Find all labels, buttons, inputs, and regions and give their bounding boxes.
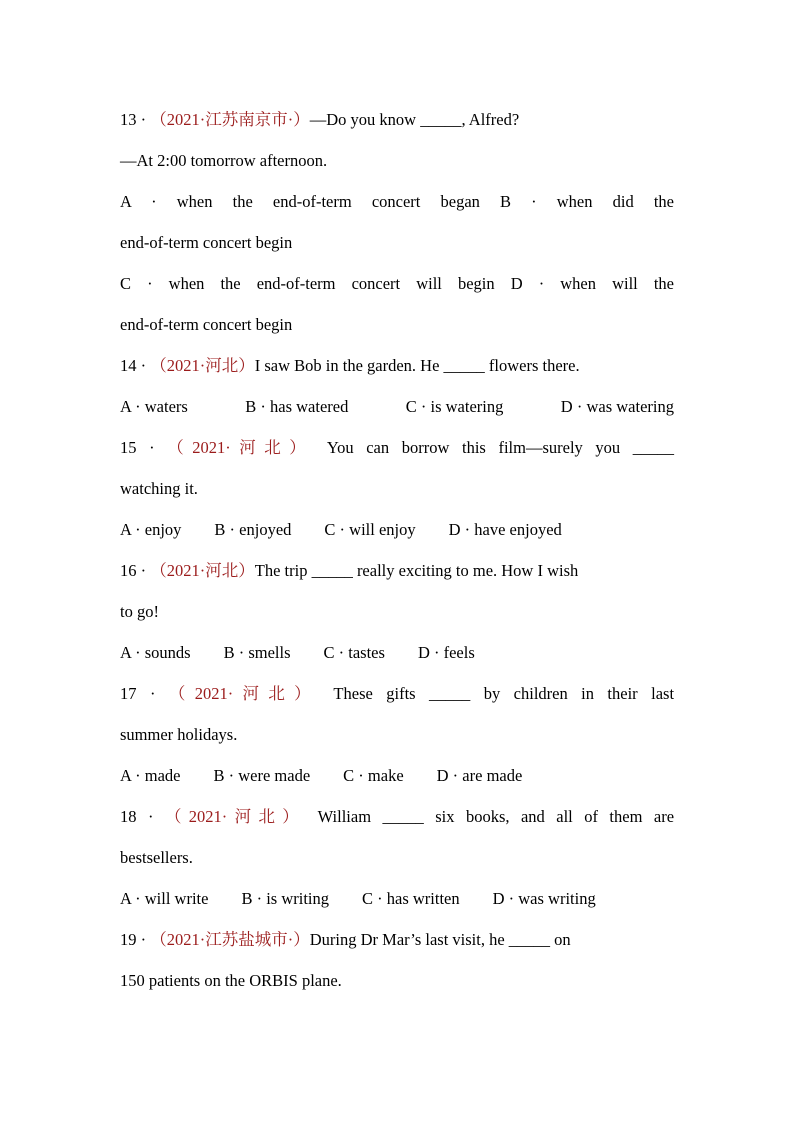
q19-stem-cont: 150 patients on the ORBIS plane. xyxy=(120,971,342,990)
q18-stem xyxy=(120,797,674,838)
q17-text: These gifts _____ by children in their last xyxy=(333,684,675,703)
q13-number: 13 · xyxy=(120,110,147,129)
q14-option-c: C · is watering xyxy=(405,397,504,416)
q15-stem xyxy=(120,428,674,469)
q15-option-d: D · have enjoyed xyxy=(448,520,562,539)
q18-option-a: A · will write xyxy=(120,889,209,908)
q18-option-b: B · is writing xyxy=(241,889,329,908)
q16-text: The trip _____ really exciting to me. How I wish xyxy=(254,561,579,580)
q16-option-b: B · smells xyxy=(223,643,291,662)
q16-options xyxy=(120,633,674,674)
document-page xyxy=(120,100,674,1002)
q17-number: 17 · xyxy=(120,684,156,703)
q13-options-line-4: end-of-term concert begin xyxy=(120,315,293,334)
q15-number: 15 · xyxy=(120,438,155,457)
q19-number: 19 · xyxy=(120,930,147,949)
q14-options xyxy=(120,387,674,428)
q16-stem-cont: to go! xyxy=(120,602,159,621)
q18-number: 18 · xyxy=(120,807,154,826)
q16-number: 16 · xyxy=(120,561,147,580)
q18-text: William _____ six books, and all of them are xyxy=(317,807,675,826)
q13-text: —Do you know _____, Alfred? xyxy=(309,110,520,129)
q15-stem-cont: watching it. xyxy=(120,479,198,498)
q18-source: （2021·河北） xyxy=(164,807,307,826)
q19-text: During Dr Mar’s last visit, he _____ on xyxy=(309,930,571,949)
q14-number: 14 · xyxy=(120,356,147,375)
q18-options xyxy=(120,879,674,920)
q15-option-a: A · enjoy xyxy=(120,520,182,539)
q17-option-d: D · are made xyxy=(436,766,523,785)
q16-option-a: A · sounds xyxy=(120,643,191,662)
q16-option-c: C · tastes xyxy=(323,643,385,662)
q18-option-d: D · was writing xyxy=(492,889,596,908)
q14-source: （2021·河北） xyxy=(150,356,255,375)
q17-option-a: A · made xyxy=(120,766,181,785)
q16-option-d: D · feels xyxy=(417,643,475,662)
q13-options-line-2: end-of-term concert begin xyxy=(120,233,293,252)
q13-options-line-3: C · when the end-of-term concert will begin D · when will the xyxy=(120,274,674,293)
q13-answer-line: —At 2:00 tomorrow afternoon. xyxy=(120,151,328,170)
q18-stem-cont: bestsellers. xyxy=(120,848,193,867)
q19-stem xyxy=(120,920,674,961)
q16-source: （2021·河北） xyxy=(150,561,255,580)
q13-options-line-1: A · when the end-of-term concert began B · when did the xyxy=(120,192,674,211)
q19-source: （2021·江苏盐城市·） xyxy=(150,930,310,949)
q16-stem xyxy=(120,551,674,592)
q17-option-b: B · were made xyxy=(213,766,311,785)
q13-stem xyxy=(120,100,674,141)
q17-option-c: C · make xyxy=(343,766,404,785)
q15-source: （2021·河北） xyxy=(167,438,315,457)
q13-source: （2021·江苏南京市·） xyxy=(150,110,310,129)
q14-text: I saw Bob in the garden. He _____ flowers there. xyxy=(254,356,580,375)
q15-option-c: C · will enjoy xyxy=(324,520,416,539)
q14-option-b: B · has watered xyxy=(245,397,349,416)
q17-stem-cont: summer holidays. xyxy=(120,725,238,744)
q14-stem xyxy=(120,346,674,387)
q14-option-a: A · waters xyxy=(120,397,188,416)
q17-options xyxy=(120,756,674,797)
q17-source: （2021·河北） xyxy=(168,684,320,703)
q17-stem xyxy=(120,674,674,715)
q15-text: You can borrow this film—surely you _____ xyxy=(326,438,675,457)
q18-option-c: C · has written xyxy=(362,889,460,908)
q15-options xyxy=(120,510,674,551)
q14-option-d: D · was watering xyxy=(560,397,674,416)
q15-option-b: B · enjoyed xyxy=(214,520,292,539)
